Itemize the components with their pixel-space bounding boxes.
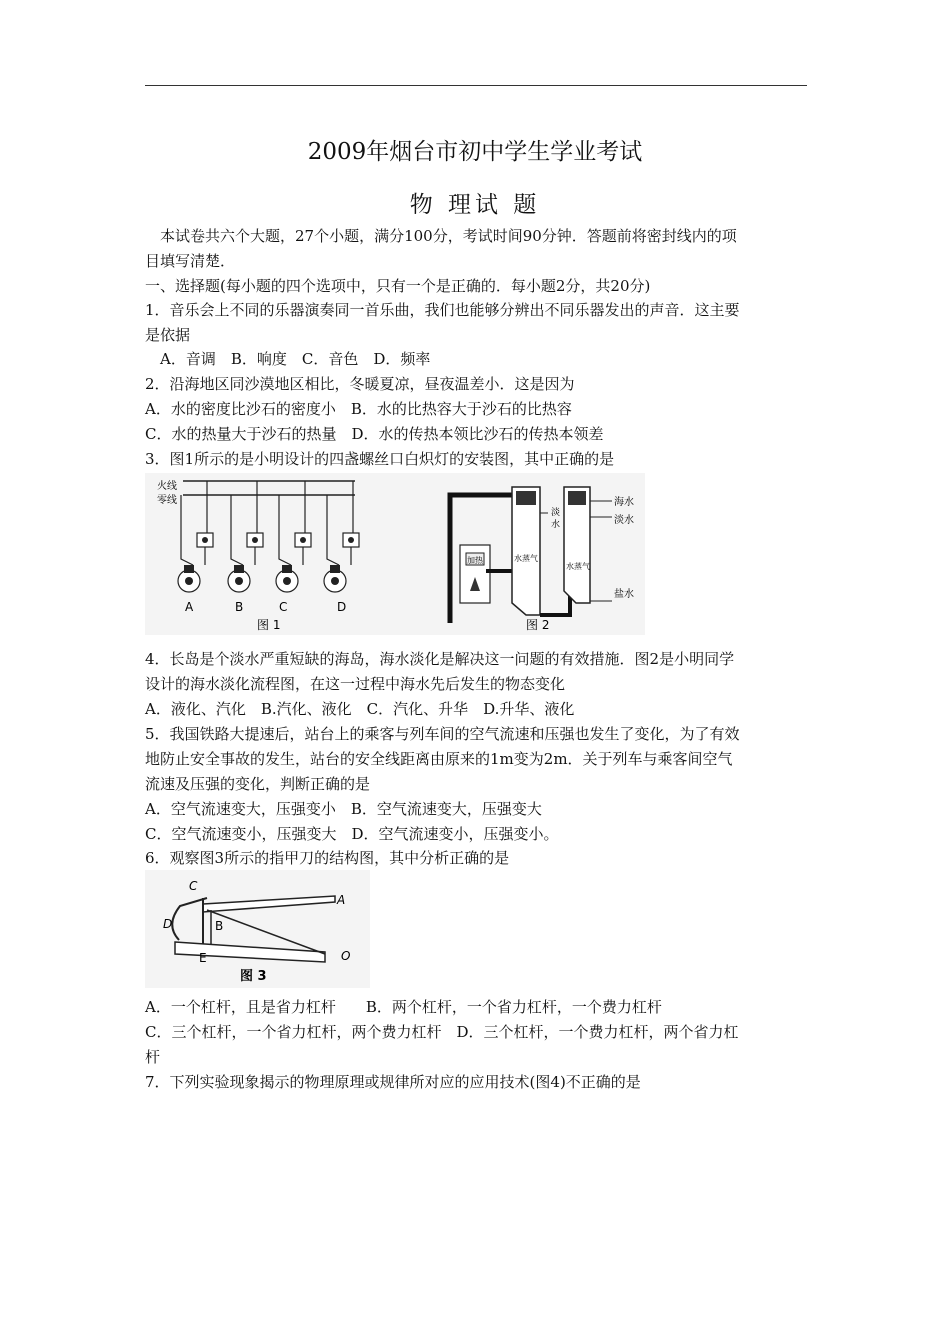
q6-options-2: C．三个杠杆，一个省力杠杆，两个费力杠杆 D．三个杠杆，一个费力杠杆，两个省力杠	[145, 1023, 739, 1041]
point-e-label: E	[199, 951, 207, 965]
lamp-label-a: A	[185, 600, 194, 614]
brine-label: 盐水	[614, 589, 634, 600]
heater-label: 加热	[467, 556, 483, 565]
lamp-label-b: B	[235, 600, 244, 614]
lamp-label-d: D	[337, 600, 347, 614]
point-b-label: B	[215, 919, 224, 933]
vapor-label-1: 水蒸气	[514, 554, 538, 563]
figure-2-caption: 图 2	[526, 618, 550, 632]
intro-line-1: 本试卷共六个大题，27个小题，满分100分，考试时间90分钟．答题前将密封线内的项	[160, 227, 737, 245]
figure-3-caption: 图 3	[240, 969, 267, 984]
intro-line-2: 目填写清楚．	[145, 252, 236, 270]
q5-options-1: A．空气流速变大，压强变小 B．空气流速变大，压强变大	[145, 800, 542, 818]
q5-line-2: 地防止安全事故的发生，站台的安全线距离由原来的1m变为2m．关于列车与乘客间空气	[145, 750, 733, 768]
top-divider	[145, 85, 807, 86]
live-wire-label: 火线	[157, 481, 177, 492]
sea-water-label: 海水	[614, 497, 634, 508]
point-a-label: A	[337, 893, 346, 907]
q6-options-3: 杆	[145, 1048, 161, 1066]
q5-line-1: 5．我国铁路大提速后，站台上的乘客与列车间的空气流速和压强也发生了变化，为了有效	[145, 725, 740, 743]
q2-options-2: C．水的热量大于沙石的热量 D．水的传热本领比沙石的传热本领差	[145, 425, 604, 443]
q4-options: A．液化、汽化 B.汽化、液化 C．汽化、升华 D.升华、液化	[145, 700, 575, 718]
q4-line-1: 4．长岛是个淡水严重短缺的海岛，海水淡化是解决这一问题的有效措施．图2是小明同学	[145, 650, 735, 668]
q6-options-1: A．一个杠杆，且是省力杠杆 B．两个杠杆，一个省力杠杆，一个费力杠杆	[145, 998, 662, 1016]
q4-line-2: 设计的海水淡化流程图，在这一过程中海水先后发生的物态变化	[145, 675, 566, 693]
fresh-water-label-2: 水	[551, 520, 561, 530]
lamp-label-c: C	[279, 600, 288, 614]
q5-line-3: 流速及压强的变化，判断正确的是	[145, 775, 371, 793]
section-heading: 一、选择题(每小题的四个选项中，只有一个是正确的．每小题2分，共20分)	[145, 277, 651, 295]
q3-stem: 3．图1所示的是小明设计的四盏螺丝口白炽灯的安装图，其中正确的是	[145, 450, 615, 468]
point-d-label: D	[163, 917, 173, 931]
fresh-water-out-label: 淡水	[614, 515, 634, 526]
q1-line-2: 是依据	[145, 326, 191, 344]
fresh-water-label-1: 淡	[551, 508, 561, 518]
q5-options-2: C．空气流速变小，压强变大 D．空气流速变小，压强变小。	[145, 825, 559, 843]
exam-subtitle: 物 理试 题	[409, 192, 541, 218]
point-o-label: O	[341, 949, 351, 963]
figure-2	[430, 473, 645, 635]
vapor-label-2: 水蒸气	[566, 562, 590, 571]
figure-1-caption: 图 1	[257, 618, 281, 632]
exam-title: 2009年烟台市初中学生学业考试	[307, 139, 643, 165]
q1-options: A．音调 B．响度 C．音色 D．频率	[160, 350, 431, 368]
q1-line-1: 1．音乐会上不同的乐器演奏同一首乐曲，我们也能够分辨出不同乐器发出的声音．这主要	[145, 301, 740, 319]
neutral-wire-label: 零线	[157, 495, 177, 506]
q7-stem: 7．下列实验现象揭示的物理原理或规律所对应的应用技术(图4)不正确的是	[145, 1073, 641, 1091]
q2-options-1: A．水的密度比沙石的密度小 B．水的比热容大于沙石的比热容	[145, 400, 572, 418]
figure-1	[145, 473, 430, 635]
q2-stem: 2．沿海地区同沙漠地区相比，冬暖夏凉，昼夜温差小．这是因为	[145, 375, 575, 393]
point-c-label: C	[189, 879, 198, 893]
q6-stem: 6．观察图3所示的指甲刀的结构图，其中分析正确的是	[145, 849, 510, 867]
figure-3	[145, 870, 370, 988]
